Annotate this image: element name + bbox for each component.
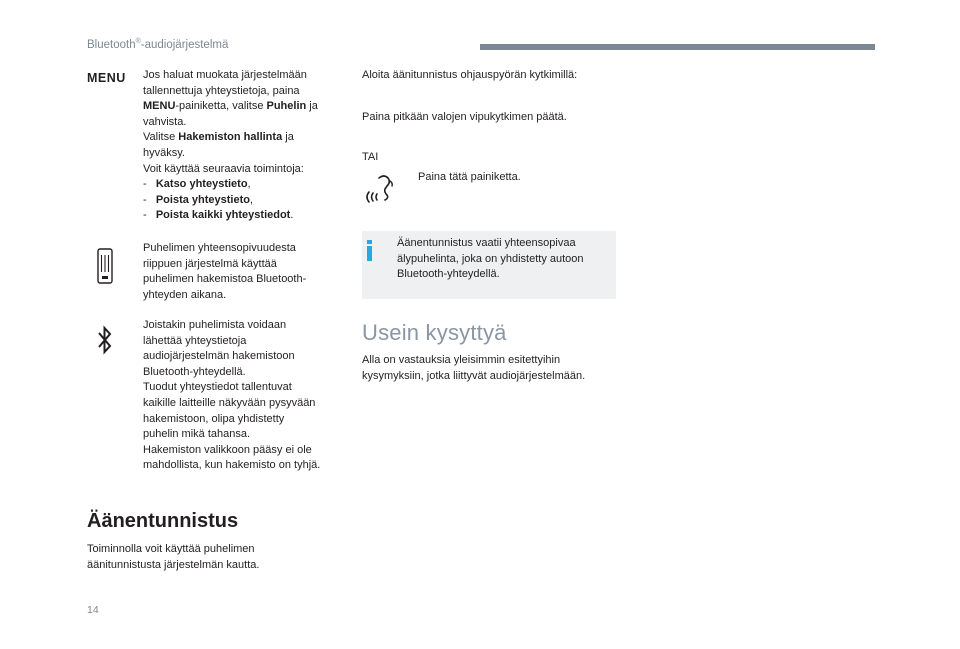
bt-line-6: kaikille laitteille näkyvään pysyvään: [143, 396, 316, 409]
faq-text: [362, 353, 632, 384]
phone-line-2: riippuen järjestelmä käyttää: [143, 257, 277, 270]
start-voice-text: Aloita äänitunnistus ohjauspyörän kytkimillä:: [362, 69, 578, 81]
phone-icon: [97, 248, 113, 289]
info-line-1: Äänentunnistus vaatii yhteensopivaa: [397, 237, 576, 249]
info-icon: [367, 240, 372, 260]
voice-recognition-text: [87, 542, 347, 573]
bt-line-3: audiojärjestelmän hakemistoon: [143, 350, 295, 363]
voice-line-1: Toiminnolla voit käyttää puhelimen: [87, 543, 255, 555]
phone-compatibility-text: [143, 241, 343, 303]
phone-line-4: yhteyden aikana.: [143, 288, 227, 301]
menu-line-1: Jos haluat muokata järjestelmään: [143, 69, 307, 81]
menu-line-5: Valitse Hakemiston hallinta ja: [143, 131, 294, 144]
option-delete-contact: - Poista yhteystieto,: [143, 193, 254, 206]
menu-instructions: [143, 68, 343, 224]
bt-line-2: lähettää yhteystietoja: [143, 334, 247, 347]
menu-line-7: Voit käyttää seuraavia toimintoja:: [143, 162, 304, 175]
header-title-suffix: -audiojärjestelmä: [140, 38, 229, 51]
long-press-text: Paina pitkään valojen vipukytkimen päätä.: [362, 111, 567, 123]
info-box: [362, 231, 616, 299]
menu-line-3: MENU-painiketta, valitse Puhelin ja: [143, 100, 318, 113]
info-line-3: Bluetooth-yhteydellä.: [397, 268, 500, 281]
running-header: [87, 38, 228, 51]
bt-line-7: hakemistoon, olipa yhdistetty: [143, 412, 285, 425]
bluetooth-icon: [98, 324, 112, 361]
page-number: 14: [87, 604, 99, 616]
info-text: [397, 236, 612, 283]
bluetooth-contacts-text: [143, 318, 348, 474]
registered-mark: ®: [135, 38, 141, 45]
phone-line-3: puhelimen hakemistoa Bluetooth-: [143, 273, 307, 286]
menu-line-4: vahvista.: [143, 115, 187, 128]
header-title: Bluetooth: [87, 38, 136, 51]
faq-heading: Usein kysyttyä: [362, 320, 507, 345]
voice-line-2: äänitunnistusta järjestelmän kautta.: [87, 558, 260, 571]
faq-line-1: Alla on vastauksia yleisimmin esitettyihin: [362, 354, 561, 366]
phone-line-1: Puhelimen yhteensopivuudesta: [143, 242, 296, 254]
info-line-2: älypuhelinta, joka on yhdistetty autoon: [397, 252, 584, 265]
menu-line-6: hyväksy.: [143, 146, 185, 159]
option-delete-all-contacts: - Poista kaikki yhteystiedot.: [143, 209, 294, 222]
bt-line-5: Tuodut yhteystiedot tallentuvat: [143, 381, 292, 394]
voice-recognition-heading: Äänentunnistus: [87, 510, 239, 532]
bt-line-1: Joistakin puhelimista voidaan: [143, 319, 287, 331]
bt-line-10: mahdollista, kun hakemisto on tyhjä.: [143, 459, 321, 472]
header-bar: [480, 44, 875, 50]
bt-line-9: Hakemiston valikkoon pääsy ei ole: [143, 443, 312, 456]
faq-line-2: kysymyksiin, jotka liittyvät audiojärjestelmään.: [362, 369, 586, 382]
bt-line-8: puhelin mikä tahansa.: [143, 428, 251, 441]
option-view-contact: - Katso yhteystieto,: [143, 178, 251, 191]
voice-command-icon: [366, 172, 400, 209]
menu-label: MENU: [87, 71, 126, 85]
or-text: TAI: [362, 151, 379, 163]
press-button-text: Paina tätä painiketta.: [418, 171, 521, 183]
bt-line-4: Bluetooth-yhteydellä.: [143, 365, 246, 378]
menu-line-2: tallennettuja yhteystietoja, paina: [143, 84, 300, 97]
